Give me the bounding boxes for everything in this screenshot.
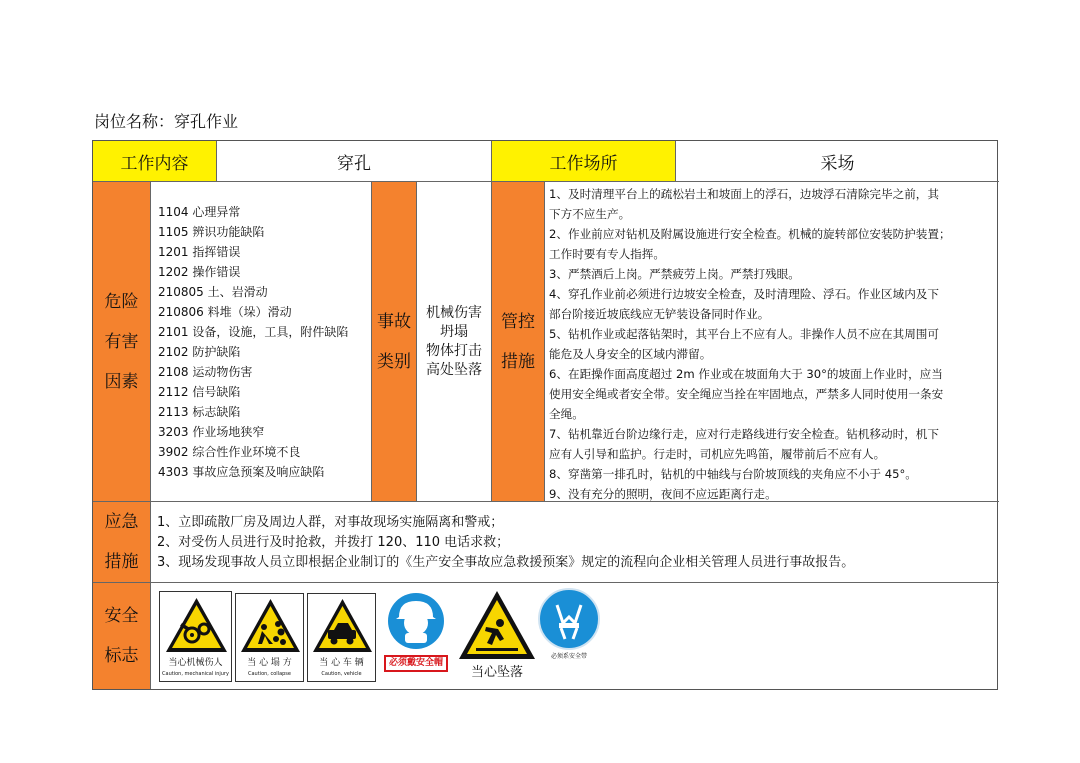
measure-line: 4、穿孔作业前必须进行边坡安全检查，及时清理险、浮石。作业区域内及下: [549, 287, 939, 301]
control-measures-text: [545, 182, 999, 502]
measure-line: 3、严禁酒后上岗。严禁疲劳上岗。严禁打残眼。: [549, 267, 800, 281]
sign-caption: 必须系安全带: [550, 653, 587, 660]
page-title: 岗位名称：穿孔作业: [94, 112, 239, 131]
hazard-item: 4303 事故应急预案及响应缺陷: [158, 465, 325, 479]
sign-caption: 必须戴安全帽: [384, 655, 448, 672]
hazard-item: 210806 料堆（垛）滑动: [158, 305, 292, 319]
measure-line: 使用安全绳或者安全带。安全绳应当拴在牢固地点，严禁多人同时使用一条安: [549, 387, 944, 401]
emergency-measures-label: [93, 502, 151, 583]
work-content-value: 穿孔: [217, 141, 492, 182]
measure-line: 能危及人身安全的区域内滞留。: [549, 347, 712, 361]
label-line: 措施: [501, 351, 535, 372]
emergency-line: 3、现场发现事故人员立即根据企业制订的《生产安全事故应急救援预案》规定的流程向企业相关管理人员进行事故报告。: [157, 555, 855, 570]
label-line: 应急: [104, 512, 139, 532]
accident-type-label: [372, 182, 417, 502]
hazard-item: 1202 操作错误: [158, 265, 241, 279]
hazard-item: 1105 辨识功能缺陷: [158, 225, 265, 239]
sign-subcaption: Caution, mechanical injury: [162, 671, 229, 677]
mandatory-safety-belt-icon: [537, 587, 601, 651]
hazard-item: 3902 综合性作业环境不良: [158, 445, 301, 459]
hazard-item: 1104 心理异常: [158, 205, 241, 219]
label-line: 管控: [501, 311, 535, 332]
hazard-item: 2108 运动物伤害: [158, 365, 253, 379]
measure-line: 工作时要有专人指挥。: [549, 247, 665, 261]
measure-line: 应有人引导和监护。行走时，司机应先鸣笛，履带前后不应有人。: [549, 447, 886, 461]
sign-subcaption: Caution, vehicle: [321, 671, 362, 677]
hazard-factor-list: [151, 182, 372, 502]
measure-line: 2、作业前应对钻机及附属设施进行安全检查。机械的旋转部位安装防护装置；: [549, 227, 951, 241]
hazard-item: 2112 信号缺陷: [158, 385, 241, 399]
sign-fall: [456, 587, 538, 686]
sign-caption: 当心机械伤人: [168, 658, 223, 668]
label-line: 措施: [104, 552, 139, 572]
hazard-item: 210805 土、岩滑动: [158, 285, 268, 299]
sign-vehicle: [307, 593, 376, 682]
warning-fall-icon: [456, 587, 538, 663]
hazard-item: 2102 防护缺陷: [158, 345, 241, 359]
sign-safety-belt-required: [537, 587, 601, 667]
sign-mechanical-injury: [159, 591, 232, 682]
workplace-value: 采场: [676, 141, 999, 182]
label-line: 标志: [104, 646, 139, 666]
sign-collapse: [235, 593, 304, 682]
warning-mechanical-injury-icon: [160, 592, 233, 658]
sign-subcaption: Caution, collapse: [248, 671, 291, 677]
label-line: 事故: [377, 311, 411, 332]
measure-line: 1、及时清理平台上的疏松岩土和坡面上的浮石，边坡浮石清除完毕之前，其: [549, 187, 939, 201]
warning-collapse-icon: [236, 594, 305, 658]
safety-signs-panel: [151, 583, 999, 689]
workplace-label: 工作场所: [492, 141, 676, 182]
safety-signs-label: [93, 583, 151, 689]
hazard-item: 2113 标志缺陷: [158, 405, 241, 419]
accident-type-list: [417, 182, 492, 502]
emergency-line: 1、立即疏散厂房及周边人群，对事故现场实施隔离和警戒；: [157, 515, 504, 530]
accident-type: 机械伤害: [426, 304, 482, 321]
hazard-item: 1201 指挥错误: [158, 245, 241, 259]
warning-vehicle-icon: [308, 594, 377, 658]
measure-line: 下方不应生产。: [549, 207, 631, 221]
mandatory-helmet-icon: [381, 591, 451, 653]
work-content-label: 工作内容: [93, 141, 217, 182]
label-line: 类别: [377, 351, 411, 372]
measure-line: 全绳。: [549, 407, 584, 421]
job-safety-card: [92, 140, 998, 690]
hazard-item: 3203 作业场地狭窄: [158, 425, 265, 439]
measure-line: 5、钻机作业或起落钻架时，其平台上不应有人。非操作人员不应在其周围可: [549, 327, 939, 341]
accident-type: 高处坠落: [426, 361, 482, 378]
sign-caption: 当心坠落: [470, 665, 523, 680]
label-line: 因素: [104, 371, 139, 392]
hazard-item: 2101 设备，设施，工具，附件缺陷: [158, 325, 349, 339]
sign-caption: 当 心 车 辆: [319, 658, 364, 668]
label-line: 安全: [104, 606, 139, 626]
label-line: 有害: [104, 331, 139, 352]
measure-line: 8、穿凿第一排孔时，钻机的中轴线与台阶坡顶线的夹角应不小于 45°。: [549, 467, 917, 481]
label-line: 危险: [104, 291, 139, 312]
measure-line: 部台阶接近坡底线应无铲装设备同时作业。: [549, 307, 770, 321]
accident-type: 物体打击: [426, 342, 482, 359]
emergency-measures-text: [151, 502, 999, 583]
measure-line: 6、在距操作面高度超过 2m 作业或在坡面角大于 30°的坡面上作业时，应当: [549, 367, 943, 381]
sign-caption: 当 心 塌 方: [247, 658, 292, 668]
measure-line: 9、没有充分的照明，夜间不应远距离行走。: [549, 487, 777, 501]
control-measures-label: [492, 182, 545, 502]
emergency-line: 2、对受伤人员进行及时抢救，并拨打 120、110 电话求救；: [157, 535, 510, 550]
hazard-factors-label: [93, 182, 151, 502]
measure-line: 7、钻机靠近台阶边缘行走，应对行走路线进行安全检查。钻机移动时，机下: [549, 427, 939, 441]
sign-helmet-required: [381, 591, 451, 675]
accident-type: 坍塌: [440, 323, 468, 340]
